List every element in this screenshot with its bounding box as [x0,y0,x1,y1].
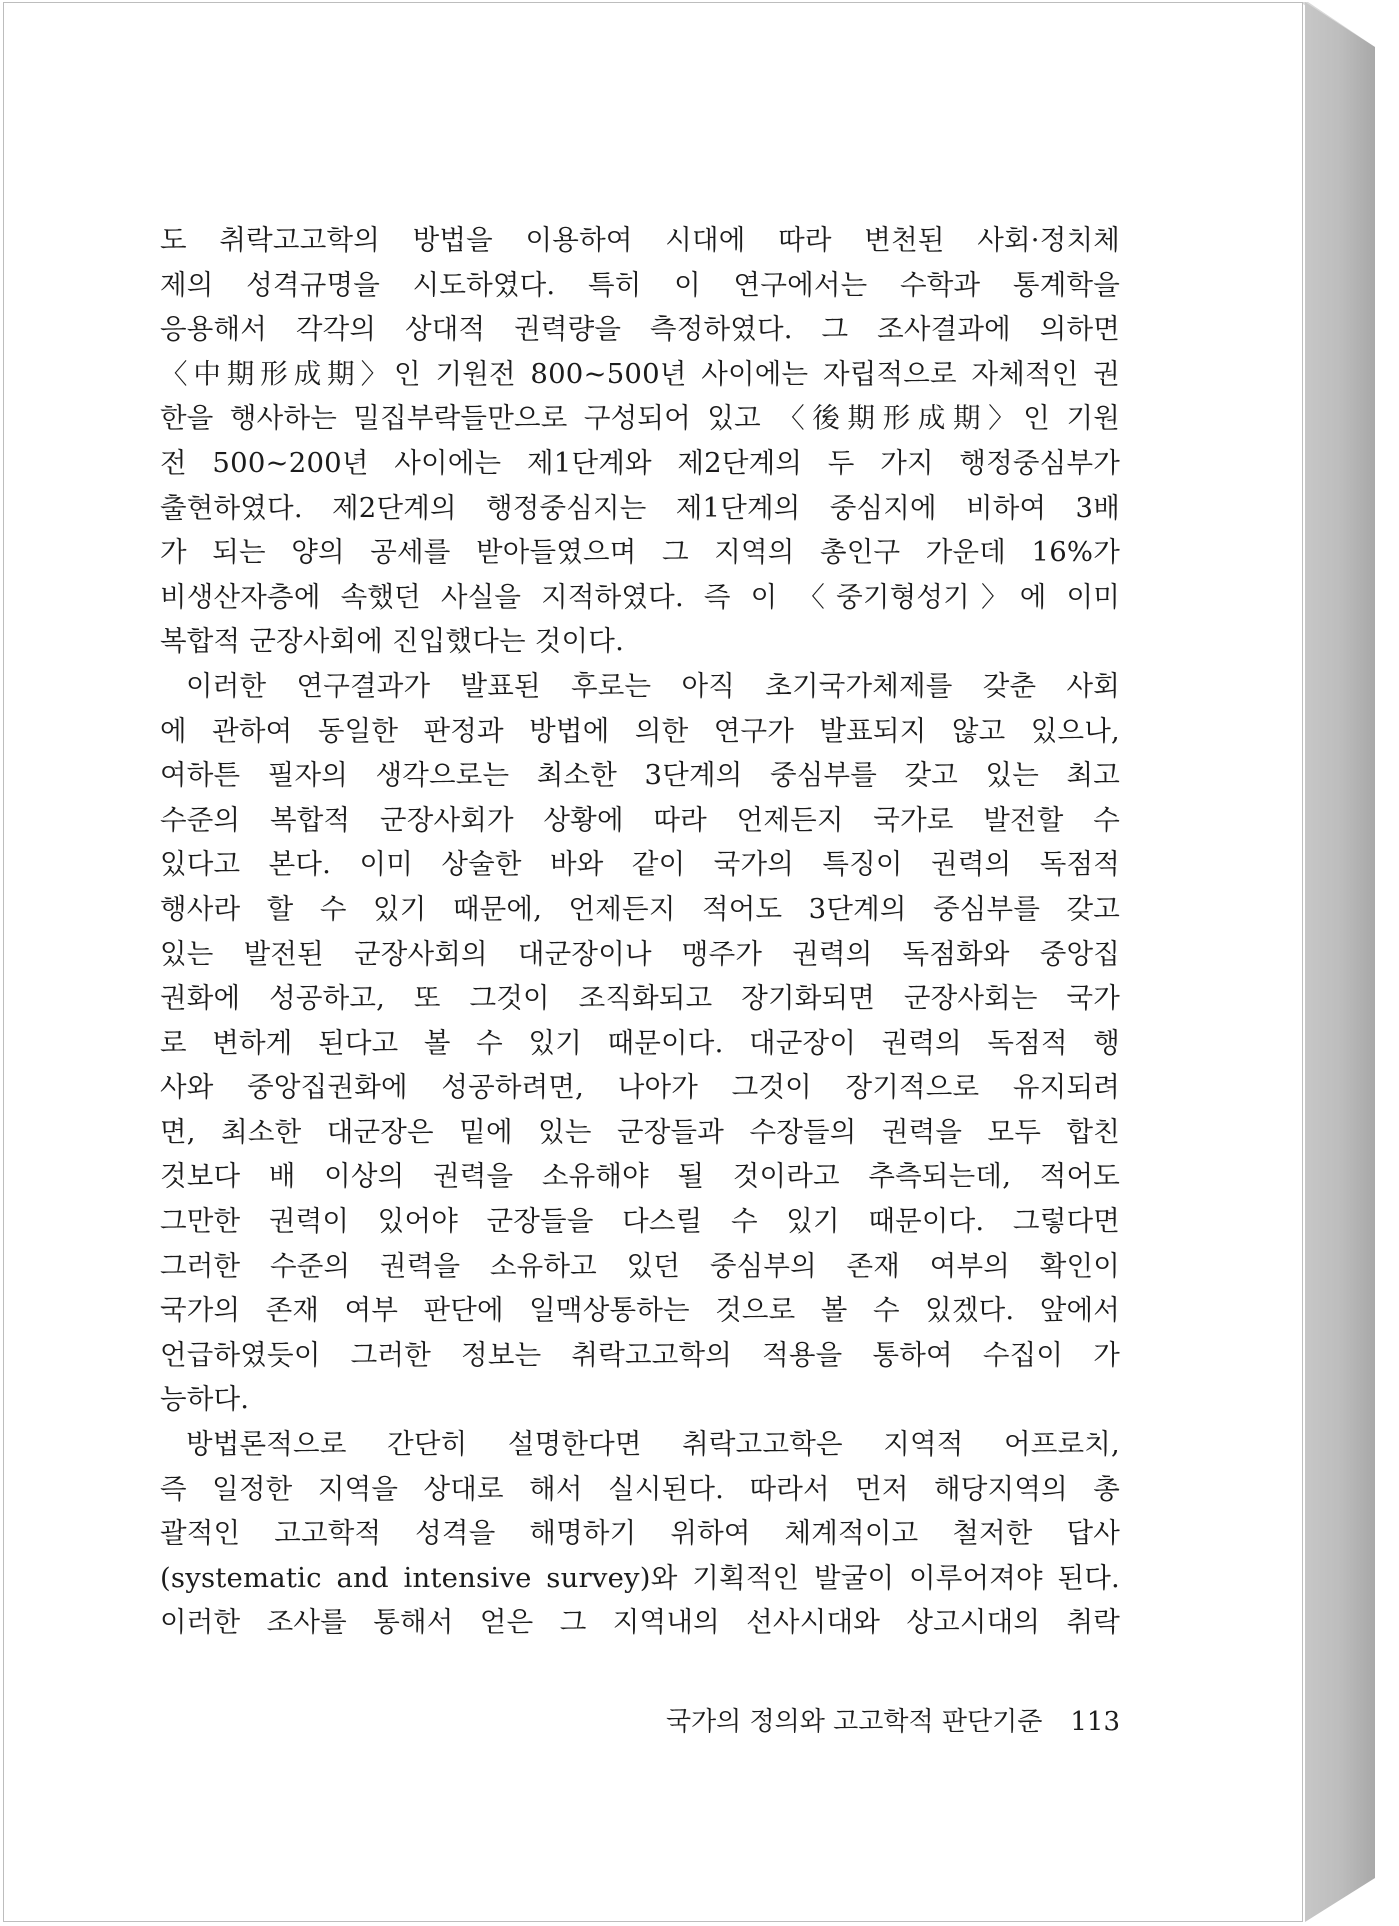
page-number: 113 [1070,1707,1120,1737]
text-line: 가 되는 양의 공세를 받아들였으며 그 지역의 총인구 가운데 16%가 [160,536,1120,569]
paragraph [160,664,1120,1422]
text-line: 제의 성격규명을 시도하였다. 특히 이 연구에서는 수학과 통계학을 [160,268,1120,301]
text-line: 있는 발전된 군장사회의 대군장이나 맹주가 권력의 독점화와 중앙집 [160,937,1120,970]
text-line: 그러한 수준의 권력을 소유하고 있던 중심부의 존재 여부의 확인이 [160,1249,1120,1282]
text-line: 도 취락고고학의 방법을 이용하여 시대에 따라 변천된 사회·정치체 [160,224,1120,256]
text-line: 즉 일정한 지역을 상대로 해서 실시된다. 따라서 먼저 해당지역의 총 [160,1472,1120,1505]
text-line: 비생산자층에 속했던 사실을 지적하였다. 즉 이 〈중기형성기〉에 이미 [160,580,1120,613]
text-line: 여하튼 필자의 생각으로는 최소한 3단계의 중심부를 갖고 있는 최고 [160,759,1120,792]
text-line: 이러한 연구결과가 발표된 후로는 아직 초기국가체제를 갖춘 사회 [186,669,1120,702]
text-line: (systematic and intensive survey)와 기획적인 발굴이 이루어져야 된다. [160,1561,1120,1594]
text-line: 복합적 군장사회에 진입했다는 것이다. [160,625,625,658]
text-line: 있다고 본다. 이미 상술한 바와 같이 국가의 특징이 권력의 독점적 [160,848,1120,881]
text-line: 사와 중앙집권화에 성공하려면, 나아가 그것이 장기적으로 유지되려 [160,1071,1120,1104]
text-line: 한을 행사하는 밀집부락들만으로 구성되어 있고 〈後期形成期〉인 기원 [160,402,1120,435]
text-line: 면, 최소한 대군장은 밑에 있는 군장들과 수장들의 권력을 모두 합친 [160,1115,1120,1148]
text-line: 방법론적으로 간단히 설명한다면 취락고고학은 지역적 어프로치, [186,1428,1120,1461]
text-line: 이러한 조사를 통해서 얻은 그 지역내의 선사시대와 상고시대의 취락 [160,1606,1120,1639]
text-line: 언급하였듯이 그러한 정보는 취락고고학의 적용을 통하여 수집이 가 [160,1338,1120,1371]
text-line: 〈中期形成期〉인 기원전 800~500년 사이에는 자립적으로 자체적인 권 [160,357,1120,390]
text-line: 에 관하여 동일한 판정과 방법에 의한 연구가 발표되지 않고 있으나, [160,714,1120,747]
text-line: 것보다 배 이상의 권력을 소유해야 될 것이라고 추측되는데, 적어도 [160,1160,1120,1193]
running-title: 국가의 정의와 고고학적 판단기준 [665,1707,1043,1737]
text-line: 그만한 권력이 있어야 군장들을 다스릴 수 있기 때문이다. 그렇다면 [160,1205,1120,1238]
text-line: 권화에 성공하고, 또 그것이 조직화되고 장기화되면 군장사회는 국가 [160,982,1120,1015]
text-line: 출현하였다. 제2단계의 행정중심지는 제1단계의 중심지에 비하여 3배 [160,491,1120,524]
paragraph [160,1422,1120,1645]
body-text [160,218,1120,1645]
paragraph [160,218,1120,664]
text-line: 괄적인 고고학적 성격을 해명하기 위하여 체계적이고 철저한 답사 [160,1517,1120,1550]
text-line: 전 500~200년 사이에는 제1단계와 제2단계의 두 가지 행정중심부가 [160,446,1120,479]
text-line: 능하다. [160,1383,250,1416]
page-footer [160,1700,1120,1744]
text-line: 행사라 할 수 있기 때문에, 언제든지 적어도 3단계의 중심부를 갖고 [160,892,1120,925]
text-line: 수준의 복합적 군장사회가 상황에 따라 언제든지 국가로 발전할 수 [160,803,1120,836]
text-line: 국가의 존재 여부 판단에 일맥상통하는 것으로 볼 수 있겠다. 앞에서 [160,1294,1120,1327]
page-edge-side [1305,2,1375,1922]
text-line: 로 변하게 된다고 볼 수 있기 때문이다. 대군장이 권력의 독점적 행 [160,1026,1120,1059]
text-line: 응용해서 각각의 상대적 권력량을 측정하였다. 그 조사결과에 의하면 [160,313,1120,346]
